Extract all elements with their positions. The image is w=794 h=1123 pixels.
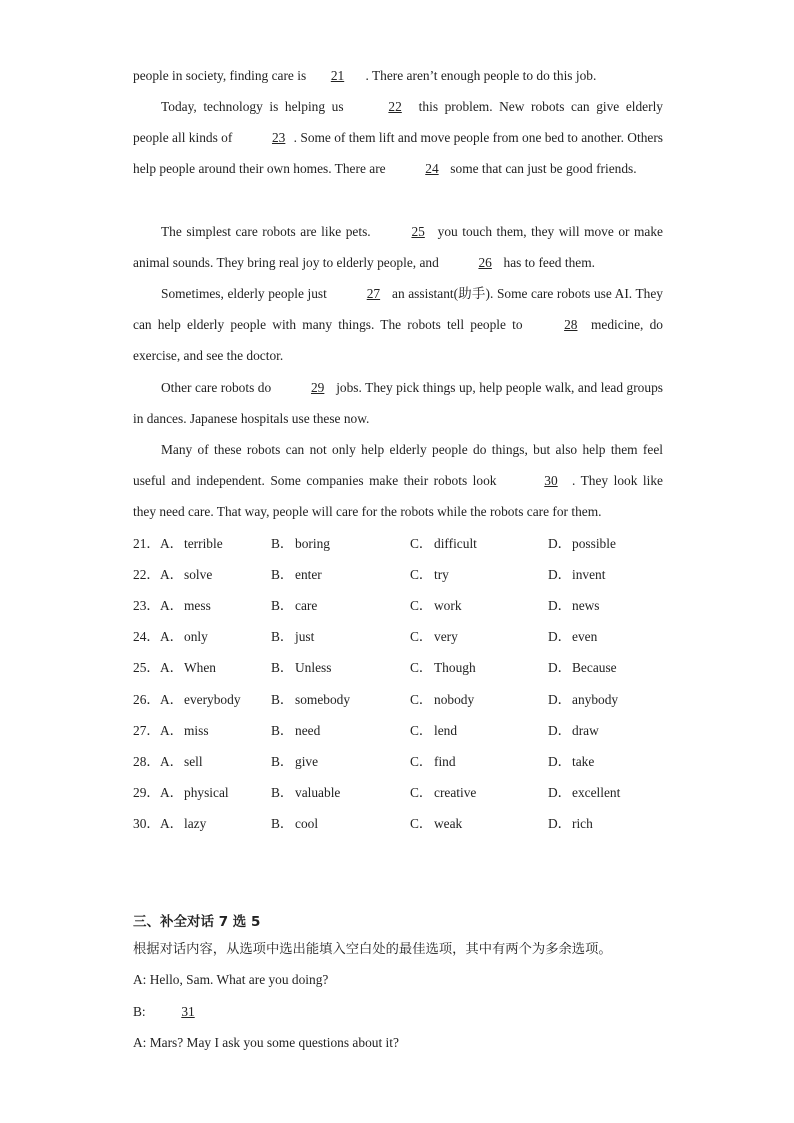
passage-paragraph xyxy=(133,434,663,527)
dialogue-line xyxy=(133,1000,217,1024)
option-text: excellent xyxy=(572,784,621,800)
option-text: draw xyxy=(572,722,599,738)
blank-30: 30 xyxy=(544,473,558,488)
option-text: valuable xyxy=(295,784,341,800)
question-number: 22． xyxy=(133,567,160,583)
option-d xyxy=(548,715,599,746)
option-text: lazy xyxy=(184,815,207,831)
option-text: news xyxy=(572,598,600,614)
passage-text: people in society, finding care is xyxy=(133,68,310,83)
option-c xyxy=(410,684,474,715)
option-row xyxy=(133,559,693,590)
option-c xyxy=(410,621,458,652)
passage-text: medicine, do exercise, and see the doctor. xyxy=(133,317,663,363)
option-a xyxy=(160,746,203,777)
dialogue-line: A: Mars? May I ask you some questions about it? xyxy=(133,1035,399,1050)
option-b xyxy=(271,590,317,621)
option-letter: A． xyxy=(160,629,184,645)
option-b xyxy=(271,559,322,590)
option-letter: C． xyxy=(410,753,433,769)
option-text: miss xyxy=(184,722,209,738)
option-letter: C． xyxy=(410,567,433,583)
option-letter: B． xyxy=(271,598,294,614)
option-letter: A． xyxy=(160,722,184,738)
option-letter: C． xyxy=(410,536,433,551)
option-text: Though xyxy=(434,660,476,676)
option-c xyxy=(410,808,462,839)
option-a xyxy=(160,559,212,590)
passage-text: some that can just be good friends. xyxy=(446,161,637,176)
option-letter: A． xyxy=(160,784,184,800)
option-letter: D． xyxy=(548,753,572,769)
passage-text: The simplest care robots are like pets. xyxy=(161,224,376,239)
option-row xyxy=(133,746,693,777)
option-letter: D． xyxy=(548,629,572,645)
option-text: somebody xyxy=(295,691,351,707)
option-letter: A． xyxy=(160,815,184,831)
option-text: just xyxy=(295,629,315,645)
passage-paragraph xyxy=(133,91,663,184)
option-letter: D． xyxy=(548,722,572,738)
option-text: rich xyxy=(572,815,593,831)
option-row xyxy=(133,684,693,715)
passage-text: an assistant(助手). Some care robots use AI. They can help elderly people with many things. The robots tell people to xyxy=(133,286,663,332)
blank-22: 22 xyxy=(388,99,402,114)
blank-23: 23 xyxy=(271,130,286,145)
option-text: terrible xyxy=(184,536,223,551)
option-b xyxy=(271,621,314,652)
blank-31: 31 xyxy=(181,1004,195,1019)
question-number: 28． xyxy=(133,753,160,769)
speaker-label: B: xyxy=(133,1004,146,1019)
passage-text: . Some of them lift and move people from one bed to another. Others help people around their own homes. There are xyxy=(133,130,664,176)
option-text: sell xyxy=(184,753,203,769)
option-text: anybody xyxy=(572,691,619,707)
option-letter: D． xyxy=(548,598,572,614)
option-text: weak xyxy=(434,815,463,831)
option-a xyxy=(160,652,216,683)
option-c xyxy=(410,528,477,559)
option-a xyxy=(160,808,206,839)
option-letter: C． xyxy=(410,815,433,831)
passage-text: . They look like they need care. That way, people will care for the robots while the robots care for them. xyxy=(133,473,663,519)
blank-29: 29 xyxy=(310,380,325,395)
passage-text: . There aren’t enough people to do this job. xyxy=(365,68,597,83)
option-text: work xyxy=(434,598,462,614)
option-d xyxy=(548,777,620,808)
blank-24: 24 xyxy=(425,161,439,176)
option-letter: A． xyxy=(160,567,184,583)
option-letter: C． xyxy=(410,629,433,645)
passage-paragraph xyxy=(133,216,663,278)
option-a xyxy=(160,528,223,559)
passage-paragraph xyxy=(133,60,663,91)
option-text: When xyxy=(184,660,216,676)
passage-text: you touch them, they will move or make animal sounds. They bring real joy to elderly people, and xyxy=(133,224,663,270)
option-letter: A． xyxy=(160,691,184,707)
option-text: cool xyxy=(295,815,319,831)
option-text: enter xyxy=(295,567,322,583)
option-b xyxy=(271,652,331,683)
option-d xyxy=(548,684,618,715)
option-text: boring xyxy=(295,536,330,551)
question-number: 21． xyxy=(133,536,160,551)
option-letter: D． xyxy=(548,536,572,551)
option-c xyxy=(410,590,462,621)
blank-26: 26 xyxy=(478,255,492,270)
option-text: need xyxy=(295,722,321,738)
option-b xyxy=(271,528,330,559)
question-number: 27． xyxy=(133,722,160,738)
option-text: care xyxy=(295,598,318,614)
option-a xyxy=(160,621,208,652)
question-number: 30． xyxy=(133,815,160,831)
passage-text: Other care robots do xyxy=(161,380,275,395)
option-letter: A． xyxy=(160,598,184,614)
option-letter: B． xyxy=(271,691,294,707)
option-text: give xyxy=(295,753,319,769)
option-letter: D． xyxy=(548,660,572,676)
option-letter: C． xyxy=(410,660,433,676)
option-d xyxy=(548,746,594,777)
option-text: everybody xyxy=(184,691,241,707)
option-c xyxy=(410,652,476,683)
option-text: Because xyxy=(572,660,617,676)
option-d xyxy=(548,528,616,559)
option-row xyxy=(133,808,693,839)
option-text: invent xyxy=(572,567,606,583)
option-c xyxy=(410,715,457,746)
option-letter: B． xyxy=(271,567,294,583)
question-number: 29． xyxy=(133,784,160,800)
option-row xyxy=(133,528,693,559)
passage-text: Today, technology is helping us xyxy=(161,99,351,114)
option-letter: D． xyxy=(548,815,572,831)
question-number: 24． xyxy=(133,629,160,645)
option-text: Unless xyxy=(295,660,332,676)
option-text: physical xyxy=(184,784,229,800)
option-text: difficult xyxy=(434,536,477,551)
option-letter: D． xyxy=(548,567,572,583)
option-text: even xyxy=(572,629,598,645)
option-letter: B． xyxy=(271,536,294,551)
option-row xyxy=(133,652,693,683)
option-b xyxy=(271,715,320,746)
question-number: 23． xyxy=(133,598,160,614)
option-letter: B． xyxy=(271,722,294,738)
option-text: lend xyxy=(434,722,458,738)
question-number: 26． xyxy=(133,691,160,707)
blank-25: 25 xyxy=(411,224,425,239)
blank-28: 28 xyxy=(564,317,578,332)
option-d xyxy=(548,559,605,590)
option-letter: B． xyxy=(271,629,294,645)
option-text: mess xyxy=(184,598,211,614)
option-text: take xyxy=(572,753,595,769)
option-row xyxy=(133,777,693,808)
option-row xyxy=(133,621,693,652)
option-text: nobody xyxy=(434,691,475,707)
option-row xyxy=(133,590,693,621)
option-letter: A． xyxy=(160,660,184,676)
dialogue-line: A: Hello, Sam. What are you doing? xyxy=(133,972,329,987)
option-letter: B． xyxy=(271,753,294,769)
option-text: try xyxy=(434,567,449,583)
option-b xyxy=(271,746,318,777)
option-d xyxy=(548,590,600,621)
option-a xyxy=(160,684,241,715)
passage-text: has to feed them. xyxy=(500,255,595,270)
option-d xyxy=(548,808,593,839)
option-row xyxy=(133,715,693,746)
option-d xyxy=(548,621,597,652)
option-letter: C． xyxy=(410,784,433,800)
question-number: 25． xyxy=(133,660,160,676)
option-c xyxy=(410,559,449,590)
option-text: possible xyxy=(572,536,616,551)
option-a xyxy=(160,777,229,808)
option-letter: B． xyxy=(271,784,294,800)
passage-paragraph xyxy=(133,278,663,371)
option-b xyxy=(271,684,350,715)
option-letter: C． xyxy=(410,598,433,614)
passage-text: Sometimes, elderly people just xyxy=(161,286,331,301)
option-letter: A． xyxy=(160,536,184,551)
option-text: creative xyxy=(434,784,477,800)
option-letter: A． xyxy=(160,753,184,769)
passage-text: jobs. They pick things up, help people walk, and lead groups in dances. Japanese hospitals use these now. xyxy=(133,380,663,426)
blank-21: 21 xyxy=(330,68,345,83)
option-b xyxy=(271,808,318,839)
option-letter: C． xyxy=(410,691,433,707)
option-a xyxy=(160,715,209,746)
option-text: very xyxy=(434,629,458,645)
option-text: only xyxy=(184,629,208,645)
option-c xyxy=(410,746,456,777)
option-letter: B． xyxy=(271,660,294,676)
passage-text: this problem. New robots can give elderly people all kinds of xyxy=(133,99,663,145)
blank-27: 27 xyxy=(366,286,381,301)
option-letter: D． xyxy=(548,691,572,707)
option-text: solve xyxy=(184,567,213,583)
option-c xyxy=(410,777,476,808)
passage-paragraph xyxy=(133,372,663,434)
section-title: 三、补全对话 7 选 5 xyxy=(133,914,261,930)
option-d xyxy=(548,652,617,683)
option-text: find xyxy=(434,753,456,769)
option-letter: C． xyxy=(410,722,433,738)
section-instruction: 根据对话内容，从选项中选出能填入空白处的最佳选项，其中有两个为多余选项。 xyxy=(133,942,612,957)
option-letter: B． xyxy=(271,815,294,831)
option-b xyxy=(271,777,340,808)
passage-text: Many of these robots can not only help elderly people do things, but also help them feel useful and independent. Some companies make their robots look xyxy=(133,442,663,488)
option-letter: D． xyxy=(548,784,572,800)
option-a xyxy=(160,590,211,621)
